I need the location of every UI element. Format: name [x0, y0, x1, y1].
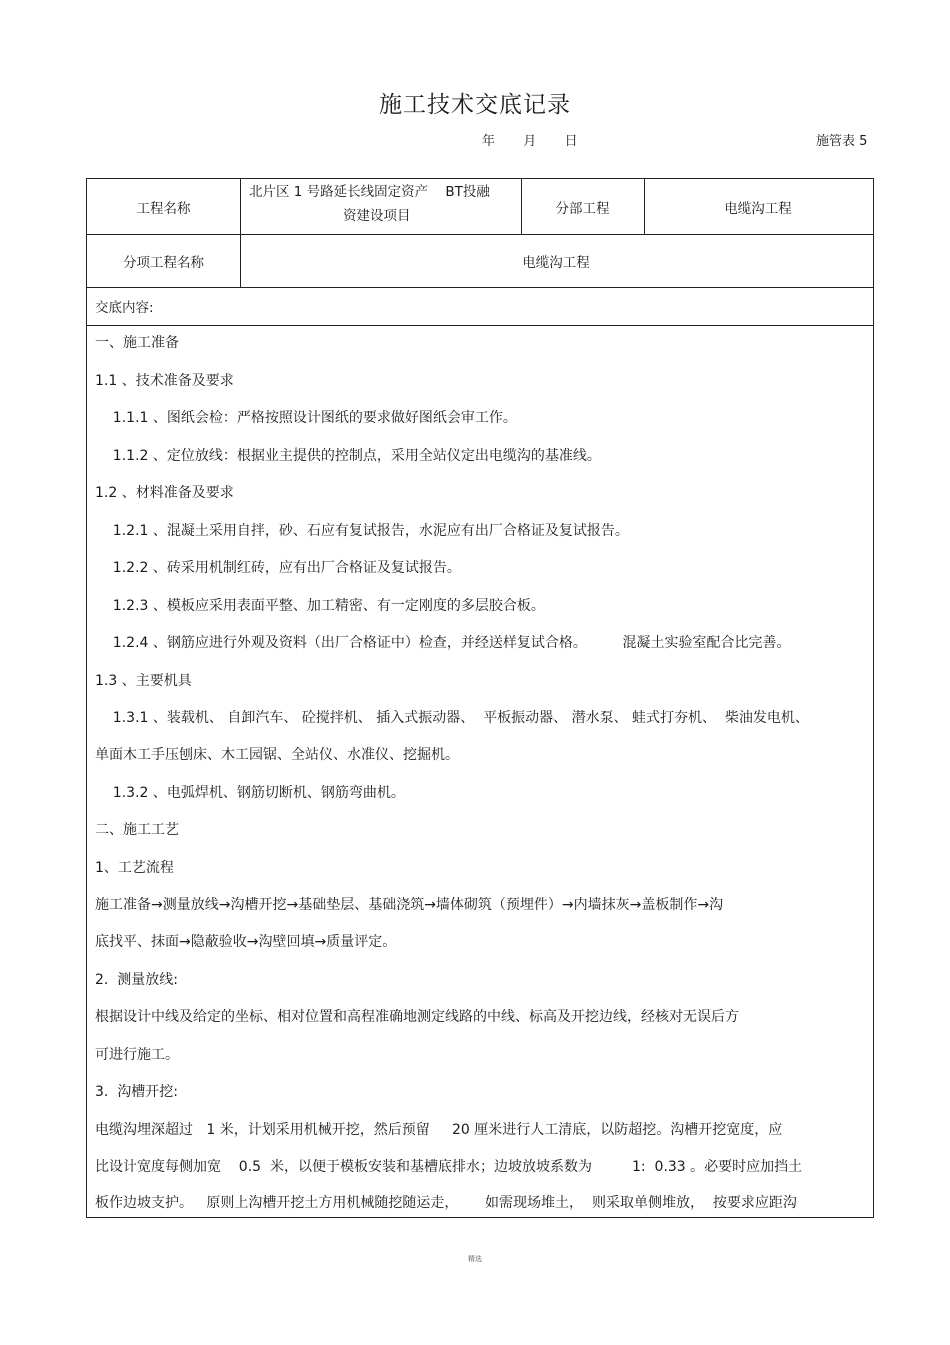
content-line: 板作边坡支护。 原则上沟槽开挖土方用机械随挖随运走， 如需现场堆土， 则采取单侧堆放， 按要求应距沟: [95, 1195, 797, 1211]
row-divider: [87, 325, 873, 326]
content-line: 施工准备→测量放线→沟槽开挖→基础垫层、基础浇筑→墙体砌筑（预埋件）→内墙抹灰→盖板制作→沟: [95, 897, 724, 913]
project-name-line: 北片区 1 号路延长线固定资产 BT投融: [249, 184, 490, 200]
subdivision-value: 电缆沟工程: [522, 254, 590, 271]
project-name-label: 工程名称: [136, 200, 191, 217]
division-label: 分部工程: [555, 200, 610, 217]
content-label: 交底内容:: [95, 300, 154, 316]
subdivision-label: 分项工程名称: [123, 254, 204, 271]
content-line: 1.2.2 、砖采用机制红砖，应有出厂合格证及复试报告。: [95, 560, 461, 576]
content-line: 1.3 、主要机具: [95, 673, 192, 689]
content-line: 1.1.2 、定位放线：根据业主提供的控制点，采用全站仪定出电缆沟的基准线。: [95, 448, 601, 464]
content-line: 电缆沟埋深超过 1 米，计划采用机械开挖，然后预留 20 厘米进行人工清底，以防超挖。沟槽开挖宽度，应: [95, 1122, 783, 1138]
content-line: 1.2.4 、钢筋应进行外观及资料（出厂合格证中）检查，并经送样复试合格。 混凝土实验室配合比完善。: [95, 635, 791, 651]
content-line: 1.2.3 、模板应采用表面平整、加工精密、有一定刚度的多层胶合板。: [95, 598, 545, 614]
date-line: [482, 130, 578, 149]
content-line: 根据设计中线及给定的坐标、相对位置和高程准确地测定线路的中线、标高及开挖边线，经核对无误后方: [95, 1009, 739, 1025]
content-line: 二、施工工艺: [95, 822, 179, 838]
date-day: 日: [564, 134, 578, 149]
content-line: 1.3.1 、装载机、 自卸汽车、 砼搅拌机、 插入式振动器、 平板振动器、 潜水泵、 蛙式打夯机、 柴油发电机、: [95, 710, 809, 726]
content-line: 3. 沟槽开挖:: [95, 1084, 178, 1100]
form-number: 施管表 5: [816, 134, 868, 149]
content-line: 2. 测量放线:: [95, 972, 178, 988]
row-divider: [87, 287, 873, 288]
content-line: 1.3.2 、电弧焊机、钢筋切断机、钢筋弯曲机。: [95, 785, 405, 801]
date-month: 月: [523, 134, 537, 149]
content-line: 一、施工准备: [95, 335, 179, 351]
project-name-line: 资建设项目: [343, 208, 411, 224]
content-line: 可进行施工。: [95, 1047, 179, 1063]
document-title: 施工技术交底记录: [379, 92, 571, 118]
content-line: 单面木工手压刨床、木工园锯、全站仪、水准仪、挖掘机。: [95, 747, 459, 763]
division-value: 电缆沟工程: [724, 200, 792, 217]
page-footer: 精选: [468, 1255, 482, 1263]
content-line: 1.2.1 、混凝土采用自拌，砂、石应有复试报告，水泥应有出厂合格证及复试报告。: [95, 523, 629, 539]
content-line: 1、工艺流程: [95, 860, 174, 876]
date-year: 年: [482, 134, 496, 149]
record-table: [86, 178, 874, 1218]
content-line: 比设计宽度每侧加宽 0.5 米，以便于模板安装和基槽底排水；边坡放坡系数为 1: 0.33 。必要时应加挡土: [95, 1159, 803, 1175]
content-line: 1.2 、材料准备及要求: [95, 485, 234, 501]
content-line: 1.1.1 、图纸会检：严格按照设计图纸的要求做好图纸会审工作。: [95, 410, 517, 426]
content-line: 1.1 、技术准备及要求: [95, 373, 234, 389]
content-line: 底找平、抹面→隐蔽验收→沟壁回填→质量评定。: [95, 934, 397, 950]
project-name-value: [249, 180, 517, 228]
